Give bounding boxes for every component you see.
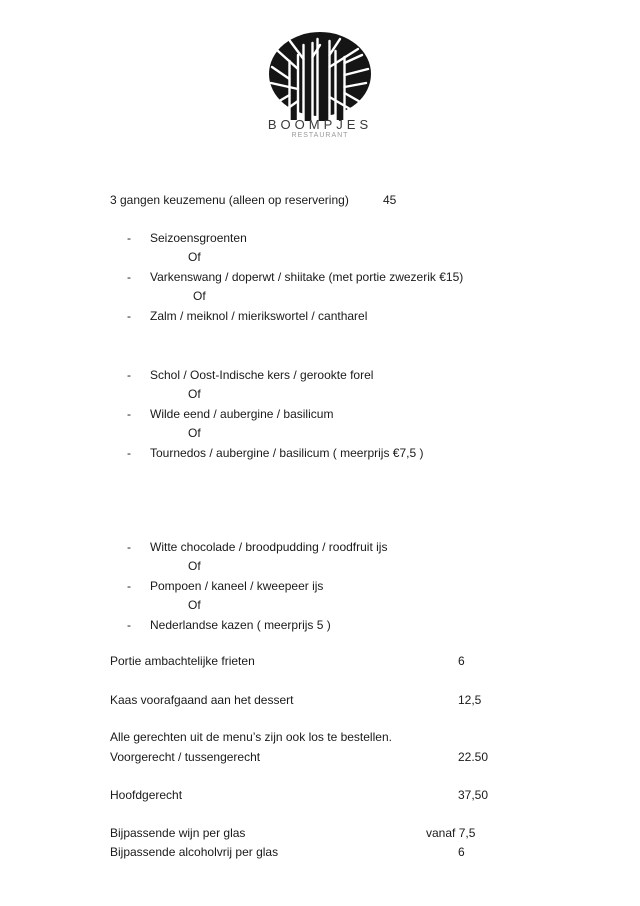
menu-item-text: Pompoen / kaneel / kweepeer ijs (150, 578, 324, 593)
menu-item (127, 229, 463, 248)
drink-label: Bijpassende wijn per glas (110, 826, 246, 840)
or-separator: Of (188, 559, 201, 574)
menu-item-text: Schol / Oost-Indische kers / gerookte forel (150, 368, 374, 382)
course-mains (127, 366, 423, 463)
alacarte-price: 22.50 (458, 750, 489, 764)
alacarte-row-voorgerecht (0, 748, 640, 768)
drink-row-alcoholvrij (0, 843, 640, 863)
menu-item (127, 268, 463, 287)
menu-item-text: Zalm / meiknol / mierikswortel / cantharel (150, 308, 368, 323)
boompjes-logo (268, 31, 372, 126)
drink-price: vanaf 7,5 (426, 826, 476, 840)
menu-item (127, 538, 387, 557)
restaurant-name: BOOMPJES (267, 117, 373, 132)
alacarte-label: Voorgerecht / tussengerecht (110, 750, 261, 764)
bullet-dash: - (127, 445, 131, 460)
bullet-dash: - (127, 308, 131, 323)
menu-item-text: Tournedos / aubergine / basilicum ( meerprijs €7,5 ) (150, 445, 424, 460)
bullet-dash: - (127, 406, 131, 421)
menu-price: 45 (383, 193, 397, 207)
drink-label: Bijpassende alcoholvrij per glas (110, 845, 279, 859)
or-separator: Of (188, 426, 201, 441)
menu-item-text: Witte chocolade / broodpudding / roodfruit ijs (150, 540, 388, 554)
alacarte-row-hoofdgerecht (0, 786, 640, 806)
or-separator: Of (193, 289, 206, 304)
bullet-dash: - (127, 231, 131, 245)
menu-item-text: Nederlandse kazen ( meerprijs 5 ) (150, 617, 331, 632)
note-row (0, 728, 640, 748)
alacarte-price: 37,50 (458, 788, 489, 802)
menu-item (127, 405, 423, 424)
or-separator: Of (188, 387, 201, 402)
extra-price: 6 (458, 654, 465, 668)
bullet-dash: - (127, 578, 131, 593)
or-separator: Of (188, 598, 201, 613)
extra-row-frieten (0, 652, 640, 672)
bullet-dash: - (127, 540, 131, 554)
menu-item (127, 307, 463, 326)
alacarte-label: Hoofdgerecht (110, 788, 183, 802)
note-text: Alle gerechten uit de menu’s zijn ook los te bestellen. (110, 730, 392, 744)
drink-row-wijn (0, 824, 640, 844)
menu-item (127, 616, 387, 635)
bullet-dash: - (127, 617, 131, 632)
menu-item-text: Wilde eend / aubergine / basilicum (150, 406, 334, 421)
extra-row-kaas (0, 691, 640, 711)
menu-item (127, 366, 423, 385)
menu-item-text: Seizoensgroenten (150, 231, 247, 245)
or-separator: Of (188, 250, 201, 265)
menu-item (127, 444, 423, 463)
restaurant-subtitle: RESTAURANT (291, 132, 349, 139)
bullet-dash: - (127, 269, 131, 284)
course-desserts (127, 538, 387, 635)
extra-price: 12,5 (458, 693, 482, 707)
bullet-dash: - (127, 368, 131, 382)
extra-label: Kaas voorafgaand aan het dessert (110, 693, 294, 707)
course-starters (127, 229, 463, 326)
menu-heading-row (0, 191, 640, 211)
extra-label: Portie ambachtelijke frieten (110, 654, 255, 668)
menu-heading: 3 gangen keuzemenu (alleen op reservering) (110, 193, 349, 207)
drink-price: 6 (458, 845, 465, 859)
menu-item-text: Varkenswang / doperwt / shiitake (met portie zwezerik €15) (150, 269, 464, 284)
menu-item (127, 577, 387, 596)
